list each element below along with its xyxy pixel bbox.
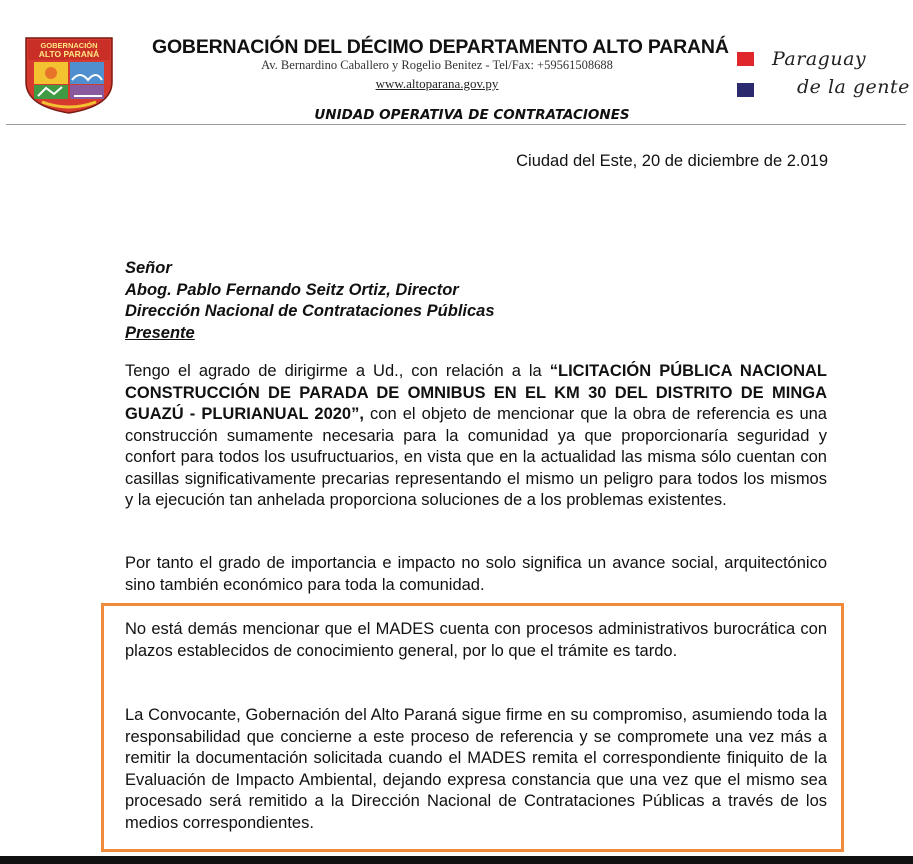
unit-title: UNIDAD OPERATIVA DE CONTRATACIONES: [314, 107, 630, 123]
header-divider: [6, 124, 906, 125]
institution-address: Av. Bernardino Caballero y Rogelio Benitez - Tel/Fax: +59561508688: [261, 58, 613, 72]
tender-title: “LICITACIÓN PÚBLICA NACIONAL CONSTRUCCIÓN DE PARADA DE OMNIBUS EN EL KM 30 DEL DISTRITO DE MINGA GUAZÚ - PLURIANUAL 2020”,: [125, 362, 827, 423]
addressee-block: [125, 258, 845, 344]
letter-date: Ciudad del Este, 20 de diciembre de 2.019: [516, 152, 828, 170]
crest-text-top: GOBERNACIÓN: [40, 41, 98, 50]
slogan-line-2: de la gente: [797, 76, 910, 98]
institution-website: www.altoparana.gov.py: [375, 76, 499, 91]
presente-label: Presente: [125, 323, 195, 342]
paragraph-1: [125, 361, 827, 512]
salutation: Señor: [125, 259, 172, 277]
slogan-line-1: Paraguay: [772, 48, 867, 70]
crest-text-bottom: ALTO PARANÁ: [38, 49, 100, 59]
paragraph-1-rest: con el objeto de mencionar que la obra de referencia es una construcción sumamente necesaria para la comunidad ya que proporcionaría seguridad y confort para todos los usufructuarios, en vista que en la actualidad las misma sólo cuentan con casillas significativamente precarias representando el mismo un peligro para todos los mismos y la ejecución tan anhelada proporciona soluciones de a los problemas existentes.: [125, 405, 827, 509]
paragraph-4: La Convocante, Gobernación del Alto Paraná sigue firme en su compromiso, asumiendo toda la responsabilidad que concierne a este proceso de referencia y se compromete una vez más a remitir la documentación solicitada cuando el MADES remita el correspondiente finiquito de la Evaluación de Impacto Ambiental, dejando expresa constancia que una vez que el mismo sea procesado será remitido a la Dirección Nacional de Contrataciones Públicas a través de los medios correspondientes.: [125, 706, 827, 832]
bottom-edge-strip: [0, 856, 913, 864]
paraguay-blue-square: [737, 83, 754, 97]
paraguay-red-square: [737, 52, 754, 66]
recipient-name: Abog. Pablo Fernando Seitz Ortiz, Director: [125, 280, 459, 299]
paragraph-1-intro: Tengo el agrado de dirigirme a Ud., con relación a la: [125, 362, 550, 380]
paragraph-3: No está demás mencionar que el MADES cuenta con procesos administrativos burocrática con plazos establecidos de conocimiento general, por lo que el trámite es tardo.: [125, 620, 827, 660]
institution-title: GOBERNACIÓN DEL DÉCIMO DEPARTAMENTO ALTO PARANÁ: [152, 36, 729, 58]
recipient-office: Dirección Nacional de Contrataciones Públicas: [125, 302, 495, 320]
paragraph-2: Por tanto el grado de importancia e impacto no solo significa un avance social, arquitectónico sino también económico para toda la comunidad.: [125, 554, 827, 594]
gobernacion-crest-logo: [22, 36, 116, 114]
